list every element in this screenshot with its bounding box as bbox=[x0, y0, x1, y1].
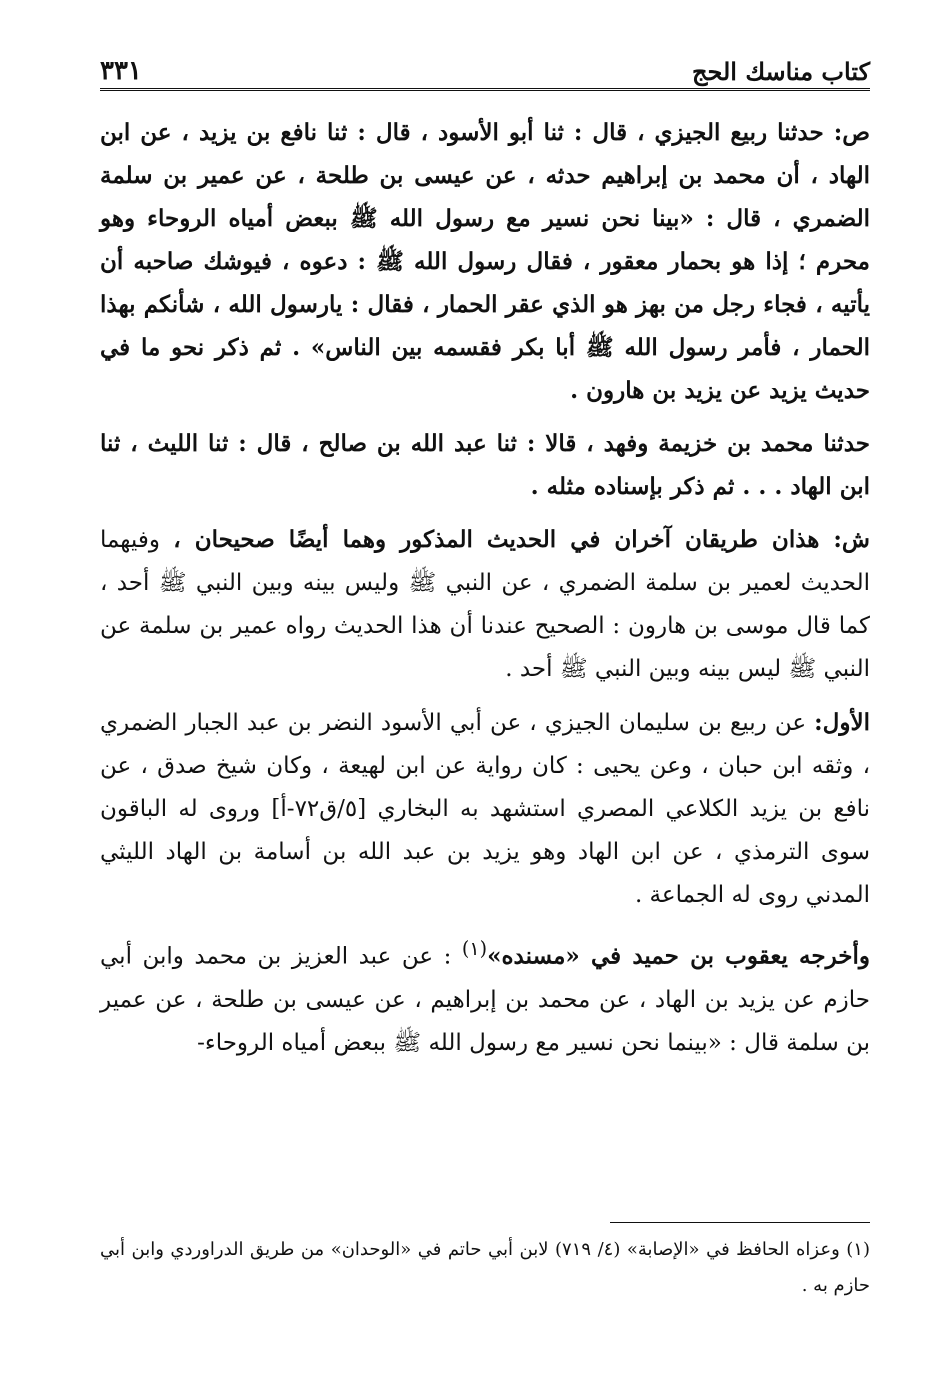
paragraph-hadith-2 bbox=[100, 422, 870, 508]
paragraph-takhrij bbox=[100, 927, 870, 1065]
footnote-text: (١) وعزاه الحافظ في «الإصابة» (٤/ ٧١٩) لابن أبي حاتم في «الوحدان» من طريق الدراوردي وابن أبي حازم به . bbox=[100, 1239, 870, 1296]
paragraph-text: ص: حدثنا ربيع الجيزي ، قال : ثنا أبو الأسود ، قال : ثنا نافع بن يزيد ، عن ابن الهاد ، أن محمد بن إبراهيم حدثه ، عن عيسى بن طلحة ، عن عمير بن سلمة الضمري ، قال : «بينا نحن نسير مع رسول الله ﷺ ببعض أمياه الروحاء وهو محرم ؛ إذا هو بحمار معقور ، فقال رسول الله ﷺ : دعوه ، فيوشك صاحبه أن يأتيه ، فجاء رجل من بهز هو الذي عقر الحمار ، فقال : يارسول الله ، شأنكم بهذا الحمار ، فأمر رسول الله ﷺ أبا بكر فقسمه بين الناس» . ثم ذكر نحو ما في حديث يزيد عن يزيد بن هارون . bbox=[100, 119, 870, 404]
paragraph-hadith-1 bbox=[100, 111, 870, 412]
paragraph-lead: وأخرجه يعقوب بن حميد في «مسنده» bbox=[487, 942, 871, 970]
footnote-divider bbox=[610, 1222, 870, 1223]
paragraph-lead: ش: هذان طريقان آخران في الحديث المذكور وهما أيضًا صحيحان ، bbox=[173, 526, 870, 553]
footnote-marker: (١) bbox=[461, 937, 488, 960]
paragraph-text: حدثنا محمد بن خزيمة وفهد ، قالا : ثنا عبد الله بن صالح ، قال : ثنا الليث ، ثنا ابن الهاد . . . ثم ذكر بإسناده مثله . bbox=[100, 430, 870, 500]
paragraph-text: وفيهما الحديث لعمير بن سلمة الضمري ، عن النبي ﷺ وليس بينه وبين النبي ﷺ أحد ، كما قال موسى بن هارون : الصحيح عندنا أن هذا الحديث رواه عمير بن سلمة عن النبي ﷺ ليس بينه وبين النبي ﷺ أحد . bbox=[100, 527, 870, 682]
page-number: ٣٣١ bbox=[100, 56, 142, 86]
page bbox=[100, 38, 870, 1075]
book-title: كتاب مناسك الحج bbox=[692, 57, 870, 86]
paragraph-first-chain bbox=[100, 701, 870, 917]
paragraph-text: عن ربيع بن سليمان الجيزي ، عن أبي الأسود النضر بن عبد الجبار الضمري ، وثقه ابن حبان ، وعن يحيى : كان رواية عن ابن لهيعة ، وكان شيخ صدق ، عن نافع بن يزيد الكلاعي المصري استشهد به البخاري [٥/ق٧٢-أ] وروى له الباقون سوى الترمذي ، عن ابن الهاد وهو يزيد بن عبد الله بن أسامة بن الهاد الليثي المدني روى له الجماعة . bbox=[100, 710, 870, 908]
paragraph-commentary bbox=[100, 518, 870, 691]
footnote bbox=[100, 1232, 870, 1304]
paragraph-text: : عن عبد العزيز بن محمد وابن أبي حازم عن يزيد بن الهاد ، عن محمد بن إبراهيم ، عن عيسى بن طلحة ، عن عمير بن سلمة قال : «بينما نحن نسير مع رسول الله ﷺ ببعض أمياه الروحاء- bbox=[100, 943, 870, 1056]
paragraph-lead: الأول: bbox=[814, 709, 870, 736]
running-header bbox=[100, 38, 870, 91]
main-text bbox=[100, 111, 870, 1065]
